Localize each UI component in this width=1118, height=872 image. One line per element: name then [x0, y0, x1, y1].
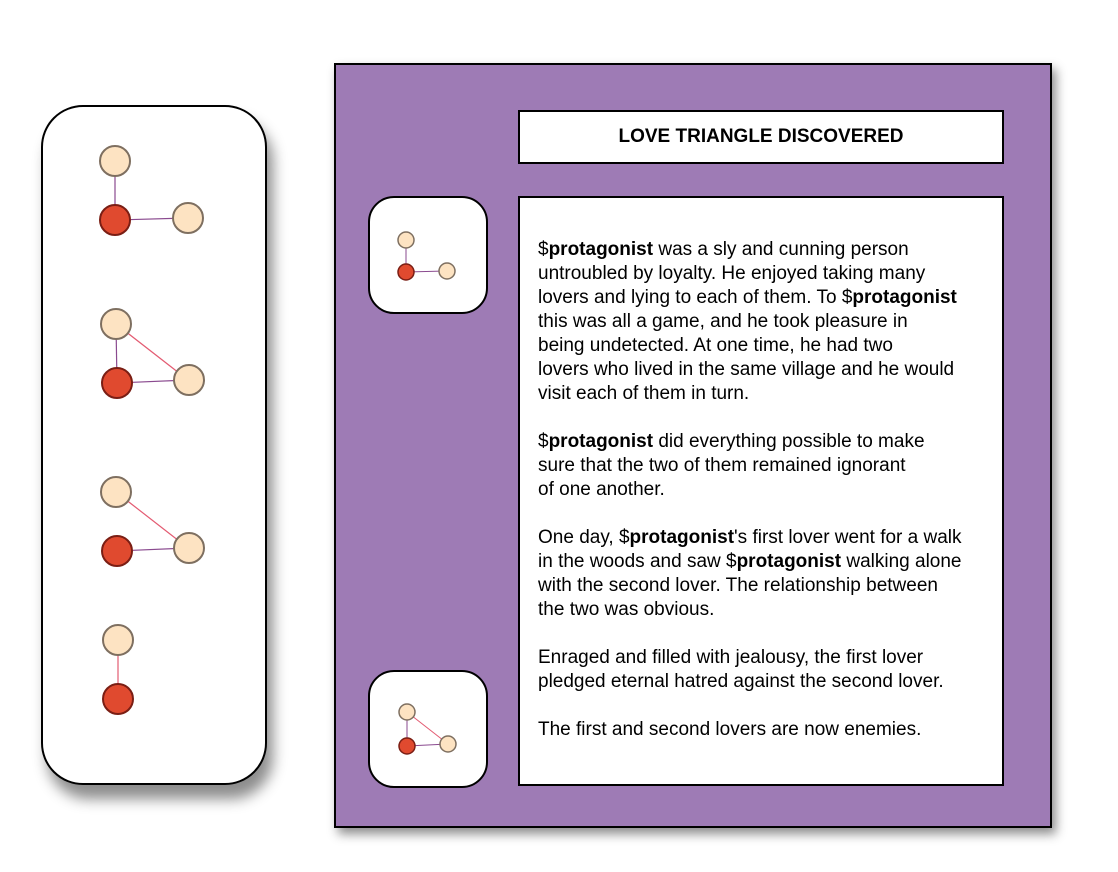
- story-line: [538, 454, 984, 478]
- lover-node: [440, 736, 456, 752]
- text-segment: One day, $: [538, 527, 630, 548]
- story-line: [538, 430, 984, 454]
- protagonist-placeholder: protagonist: [548, 239, 654, 260]
- lover-node: [399, 704, 415, 720]
- story-line: [538, 382, 984, 406]
- text-segment: untroubled by loyalty. He enjoyed taking many: [538, 263, 926, 284]
- story-paragraph: [538, 646, 984, 694]
- text-segment: walking alone: [841, 551, 962, 572]
- story-line: [538, 286, 984, 310]
- text-segment: 's first lover went for a walk: [734, 527, 962, 548]
- story-text: [518, 196, 1004, 786]
- graph-step-3: [101, 477, 204, 566]
- story-line: [538, 670, 984, 694]
- protagonist-node: [398, 264, 414, 280]
- text-segment: was a sly and cunning person: [653, 239, 909, 260]
- protagonist-placeholder: protagonist: [629, 527, 735, 548]
- lover-node: [103, 625, 133, 655]
- graph-step-1: [100, 146, 203, 235]
- story-line: [538, 238, 984, 262]
- protagonist-node: [103, 684, 133, 714]
- story-line: [538, 526, 984, 550]
- protagonist-node: [100, 205, 130, 235]
- text-segment: pledged eternal hatred against the second lover.: [538, 671, 944, 692]
- after-graph-thumbnail: [368, 670, 488, 788]
- text-segment: The first and second lovers are now enemies.: [538, 719, 922, 740]
- story-paragraph: [538, 238, 984, 406]
- text-segment: did everything possible to make: [653, 431, 925, 452]
- protagonist-node: [399, 738, 415, 754]
- lover-node: [101, 309, 131, 339]
- story-title: LOVE TRIANGLE DISCOVERED: [518, 110, 1004, 164]
- lover-node: [174, 533, 204, 563]
- lover-node: [174, 365, 204, 395]
- text-segment: this was all a game, and he took pleasure in: [538, 311, 908, 332]
- story-line: [538, 574, 984, 598]
- text-segment: being undetected. At one time, he had two: [538, 335, 893, 356]
- story-line: [538, 310, 984, 334]
- story-paragraph: [538, 526, 984, 622]
- story-card: [334, 63, 1052, 828]
- text-segment: visit each of them in turn.: [538, 383, 750, 404]
- graph-step-2: [101, 309, 204, 398]
- graph-step-4: [103, 625, 133, 714]
- relationship-sequence-panel: [41, 105, 267, 785]
- story-line: [538, 358, 984, 382]
- protagonist-placeholder: protagonist: [548, 431, 654, 452]
- protagonist-placeholder: protagonist: [736, 551, 842, 572]
- protagonist-node: [102, 536, 132, 566]
- relationship-graphs: [43, 107, 269, 787]
- story-line: [538, 550, 984, 574]
- story-line: [538, 598, 984, 622]
- story-line: [538, 334, 984, 358]
- text-segment: in the woods and saw $: [538, 551, 737, 572]
- text-segment: with the second lover. The relationship between: [538, 575, 938, 596]
- text-segment: of one another.: [538, 479, 665, 500]
- lover-node: [101, 477, 131, 507]
- text-segment: Enraged and filled with jealousy, the first lover: [538, 647, 924, 668]
- story-line: [538, 718, 984, 742]
- before-graph: [370, 198, 486, 312]
- text-segment: lovers and lying to each of them. To $: [538, 287, 853, 308]
- lover-node: [173, 203, 203, 233]
- lover-node: [398, 232, 414, 248]
- text-segment: lovers who lived in the same village and he would: [538, 359, 955, 380]
- story-line: [538, 646, 984, 670]
- text-segment: sure that the two of them remained ignorant: [538, 455, 906, 476]
- text-segment: $: [538, 239, 549, 260]
- story-paragraph: [538, 430, 984, 502]
- protagonist-node: [102, 368, 132, 398]
- after-graph: [370, 672, 486, 786]
- before-graph-thumbnail: [368, 196, 488, 314]
- story-line: [538, 478, 984, 502]
- text-segment: the two was obvious.: [538, 599, 715, 620]
- lover-node: [439, 263, 455, 279]
- lover-node: [100, 146, 130, 176]
- story-line: [538, 262, 984, 286]
- protagonist-placeholder: protagonist: [852, 287, 957, 308]
- story-paragraph: [538, 718, 984, 742]
- text-segment: $: [538, 431, 549, 452]
